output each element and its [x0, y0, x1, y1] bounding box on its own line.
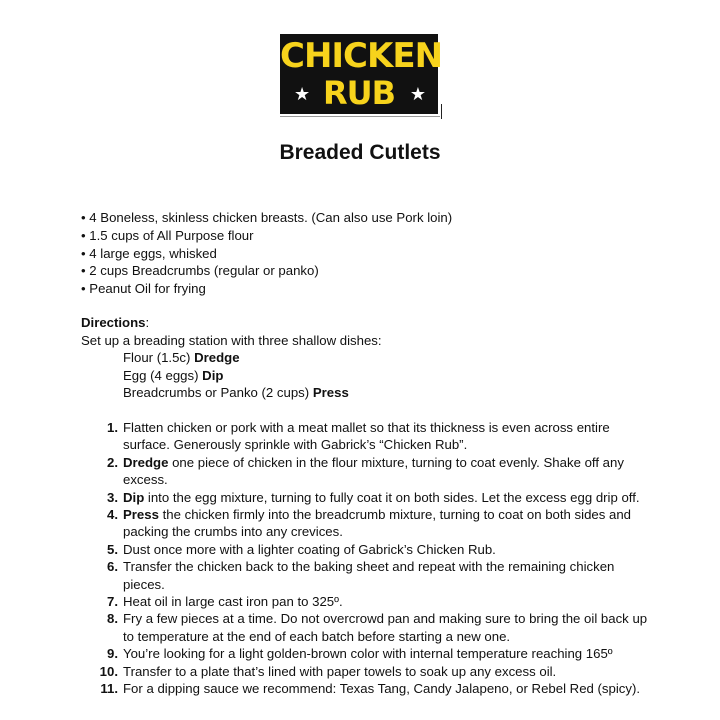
directions-steps — [98, 419, 648, 698]
logo-line-1: CHICKEN — [280, 36, 443, 76]
step-item: 7. Heat oil in large cast iron pan to 325º. — [107, 594, 343, 610]
step-item: 2. Dredge one piece of chicken in the flour mixture, turning to coat evenly. Shake off any excess. — [107, 454, 624, 488]
ingredients-list — [81, 209, 452, 298]
bullet: • — [81, 263, 86, 279]
step-item: 10. Transfer to a plate that’s lined with paper towels to soak up any excess oil. — [99, 663, 557, 679]
logo-underline — [280, 116, 440, 117]
step-item: 3. Dip into the egg mixture, turning to fully coat it on both sides. Let the excess egg drip off. — [107, 489, 640, 505]
step-item: 8. Fry a few pieces at a time. Do not overcrowd pan and making sure to bring the oil back up to temperature at the end of each batch before starting a new one. — [107, 611, 648, 644]
directions-heading: Directions: — [81, 315, 150, 330]
station-item: Breadcrumbs or Panko (2 cups) Press — [123, 385, 349, 401]
step-item: 9. You’re looking for a light golden-brown color with internal temperature reaching 165º — [107, 646, 613, 662]
bullet: • — [81, 227, 86, 243]
text-cursor — [441, 104, 442, 119]
breading-station-list — [123, 349, 349, 402]
star-icon: ★ — [409, 84, 426, 105]
setup-text: Set up a breading station with three shallow dishes: — [81, 333, 382, 348]
ingredient-item: • 4 large eggs, whisked — [81, 245, 217, 261]
bullet: • — [81, 210, 86, 225]
ingredient-item: • Peanut Oil for frying — [81, 281, 206, 297]
star-icon: ★ — [294, 84, 311, 105]
step-item: 11. For a dipping sauce we recommend: Texas Tang, Candy Jalapeno, or Rebel Red (spicy). — [100, 681, 641, 697]
bullet: • — [81, 281, 86, 297]
station-item: Flour (1.5c) Dredge — [123, 350, 240, 365]
step-item: 6. Transfer the chicken back to the baking sheet and repeat with the remaining chicken pieces. — [107, 559, 615, 592]
step-item: 1. Flatten chicken or pork with a meat mallet so that its thickness is even across entire surface. Generously sprinkle with Gabrick’s “Chicken Rub”. — [107, 420, 610, 453]
ingredient-item: • 2 cups Breadcrumbs (regular or panko) — [81, 263, 319, 279]
step-item: 4. Press the chicken firmly into the breadcrumb mixture, turning to coat on both sides and packing the crumbs into any crevices. — [107, 507, 632, 540]
page-title: Breaded Cutlets — [279, 141, 441, 164]
step-item: 5. Dust once more with a lighter coating of Gabrick’s Chicken Rub. — [107, 541, 496, 557]
bullet: • — [81, 245, 86, 261]
ingredient-item: • 1.5 cups of All Purpose flour — [81, 227, 254, 243]
logo-line-2: RUB — [322, 74, 395, 112]
station-item: Egg (4 eggs) Dip — [123, 367, 224, 383]
ingredient-item: • 4 Boneless, skinless chicken breasts. (Can also use Pork loin) — [81, 210, 453, 225]
chicken-rub-logo — [280, 34, 443, 114]
